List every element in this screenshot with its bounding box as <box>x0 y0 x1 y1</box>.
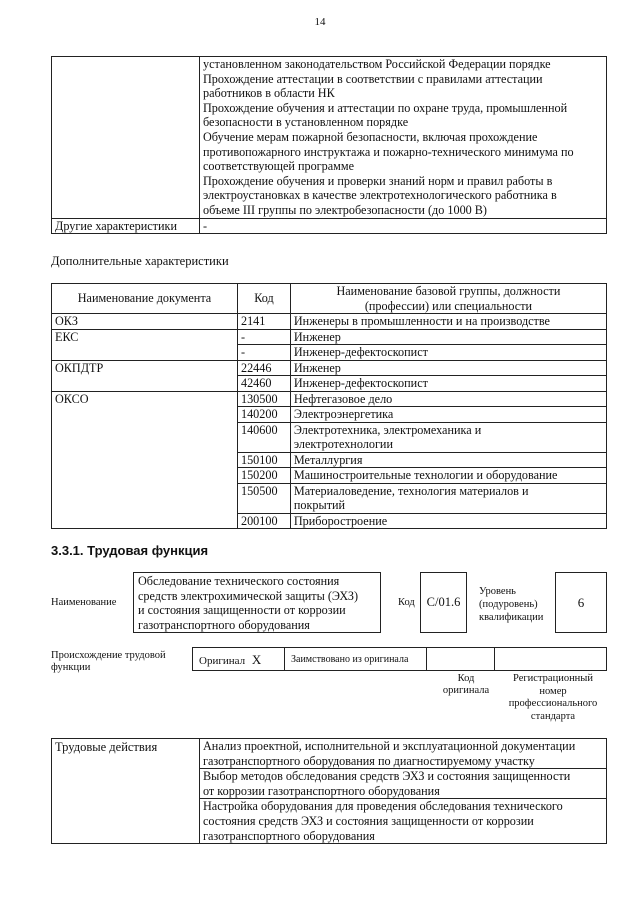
code-original-line: оригинала <box>442 685 490 696</box>
code-original-cell <box>427 648 495 670</box>
additional-characteristics-title: Дополнительные характеристики <box>51 254 229 268</box>
header-name-line: (профессии) или специальности <box>364 298 533 313</box>
requirement-line: противопожарного инструктажа и пожарно-технического минимума по <box>203 144 574 159</box>
code-cell: 150100 <box>237 452 290 468</box>
code-cell: 150500 <box>237 483 290 513</box>
requirement-line: Прохождение обучения и аттестации по охране труда, промышленной <box>203 100 568 115</box>
registration-line: Регистрационный <box>513 673 593 684</box>
action-line: Выбор методов обследования средств ЭХЗ и состояния защищенности <box>203 769 571 784</box>
name-cell <box>290 483 606 513</box>
registration-cell <box>495 648 606 670</box>
requirement-line: соответствующей программе <box>203 159 355 174</box>
table-row <box>52 739 607 769</box>
code-cell: 42460 <box>237 376 290 392</box>
function-code-box: C/01.6 <box>420 572 467 633</box>
action-line: Настройка оборудования для проведения обследования технического <box>203 799 563 814</box>
code-cell: 2141 <box>237 314 290 330</box>
action-line: Анализ проектной, исполнительной и эксплуатационной документации <box>203 739 576 753</box>
page-number: 14 <box>314 16 326 28</box>
name-cell: Нефтегазовое дело <box>290 391 606 407</box>
code-original-line: Код <box>457 673 475 684</box>
name-cell: Инженеры в промышленности и на производстве <box>290 314 606 330</box>
code-cell: 200100 <box>237 513 290 529</box>
table-row <box>52 329 607 345</box>
action-line: от коррозии газотранспортного оборудования <box>203 783 440 798</box>
function-name-line: газотранспортного оборудования <box>138 617 310 632</box>
doc-okpdtr: ОКПДТР <box>52 360 238 391</box>
name-cell: Приборостроение <box>290 513 606 529</box>
requirements-table <box>51 56 607 234</box>
qualification-level-box: 6 <box>555 572 607 633</box>
header-doc: Наименование документа <box>52 284 238 314</box>
requirement-line: Прохождение обучения и проверки знаний норм и правил работы в <box>203 173 553 188</box>
name-cell: Металлургия <box>290 452 606 468</box>
name-label: Наименование <box>51 597 117 608</box>
labor-actions-table <box>51 738 607 844</box>
registration-line: номер <box>539 685 567 697</box>
function-name-line: Обследование технического состояния <box>138 574 340 588</box>
requirement-line: безопасности в установленном порядке <box>203 115 409 130</box>
registration-line: профессионального <box>508 698 598 709</box>
documents-table <box>51 283 607 529</box>
borrowed-cell: Заимствовано из оригинала <box>285 648 427 670</box>
requirement-line: Прохождение аттестации в соответствии с правилами аттестации <box>203 71 543 86</box>
name-cell: Инженер-дефектоскопист <box>290 376 606 392</box>
action-item <box>200 799 607 844</box>
code-original-label <box>428 673 504 697</box>
function-name-box <box>133 572 381 633</box>
origin-label <box>51 650 166 674</box>
action-item <box>200 739 607 769</box>
registration-line: стандарта <box>530 710 576 722</box>
registration-label <box>500 673 606 723</box>
level-label-line: (подуровень) <box>479 599 538 610</box>
name-cell: Инженер <box>290 329 606 345</box>
original-label: Оригинал <box>199 655 246 667</box>
requirement-line: электроустановках в качестве электротехнологического работника в <box>203 188 557 203</box>
other-characteristics-value: - <box>200 218 607 234</box>
action-line: состояния средств ЭХЗ и состояния защищенности от коррозии <box>203 813 534 828</box>
action-line: газотранспортного оборудования по диагностируемому участку <box>203 753 535 768</box>
code-cell: 150200 <box>237 468 290 484</box>
section-title: 3.3.1. Трудовая функция <box>51 543 209 558</box>
name-line: Электротехника, электромеханика и <box>293 422 482 437</box>
doc-okz: ОКЗ <box>52 314 238 330</box>
doc-eks: ЕКС <box>52 329 238 360</box>
requirement-line: работников в области НК <box>203 86 335 101</box>
level-label-line: Уровень <box>479 586 516 597</box>
header-name <box>290 284 606 314</box>
doc-okso: ОКСО <box>52 391 238 529</box>
name-line: Материаловедение, технология материалов и <box>293 483 529 498</box>
labor-actions-label: Трудовые действия <box>52 739 200 844</box>
table-row <box>52 360 607 376</box>
origin-box <box>192 647 607 671</box>
function-name-line: и состояния защищенности от коррозии <box>138 603 346 618</box>
origin-label-line: Происхождение трудовой <box>51 650 166 661</box>
name-cell: Машиностроительные технологии и оборудование <box>290 468 606 484</box>
code-cell: - <box>237 345 290 361</box>
code-cell: 140600 <box>237 422 290 452</box>
name-cell: Электроэнергетика <box>290 407 606 423</box>
table-row <box>52 314 607 330</box>
original-mark: X <box>251 652 262 667</box>
name-cell: Инженер <box>290 360 606 376</box>
function-name-line: средств электрохимической защиты (ЭХЗ) <box>138 588 359 603</box>
code-cell: 130500 <box>237 391 290 407</box>
action-line: газотранспортного оборудования <box>203 828 375 843</box>
action-item <box>200 769 607 799</box>
name-line: покрытий <box>293 498 346 512</box>
table-row <box>52 391 607 407</box>
requirements-text-cell <box>200 57 607 219</box>
origin-label-line: функции <box>51 662 91 673</box>
name-line: электротехнологии <box>293 437 393 451</box>
requirement-line: установленном законодательством Российской Федерации порядке <box>203 57 551 71</box>
code-cell: - <box>237 329 290 345</box>
header-name-line: Наименование базовой группы, должности <box>336 284 561 298</box>
requirement-line: Обучение мерам пожарной безопасности, включая прохождение <box>203 129 538 144</box>
other-characteristics-label: Другие характеристики <box>52 218 200 234</box>
code-label: Код <box>398 597 415 608</box>
code-cell: 140200 <box>237 407 290 423</box>
header-code: Код <box>237 284 290 314</box>
level-label-line: квалификации <box>479 612 544 623</box>
requirements-label-cell <box>52 57 200 219</box>
original-cell <box>193 648 285 670</box>
level-label <box>479 585 543 624</box>
code-cell: 22446 <box>237 360 290 376</box>
name-cell <box>290 422 606 452</box>
name-cell: Инженер-дефектоскопист <box>290 345 606 361</box>
requirement-line: объеме III группы по электробезопасности (до 1000 В) <box>203 202 487 217</box>
